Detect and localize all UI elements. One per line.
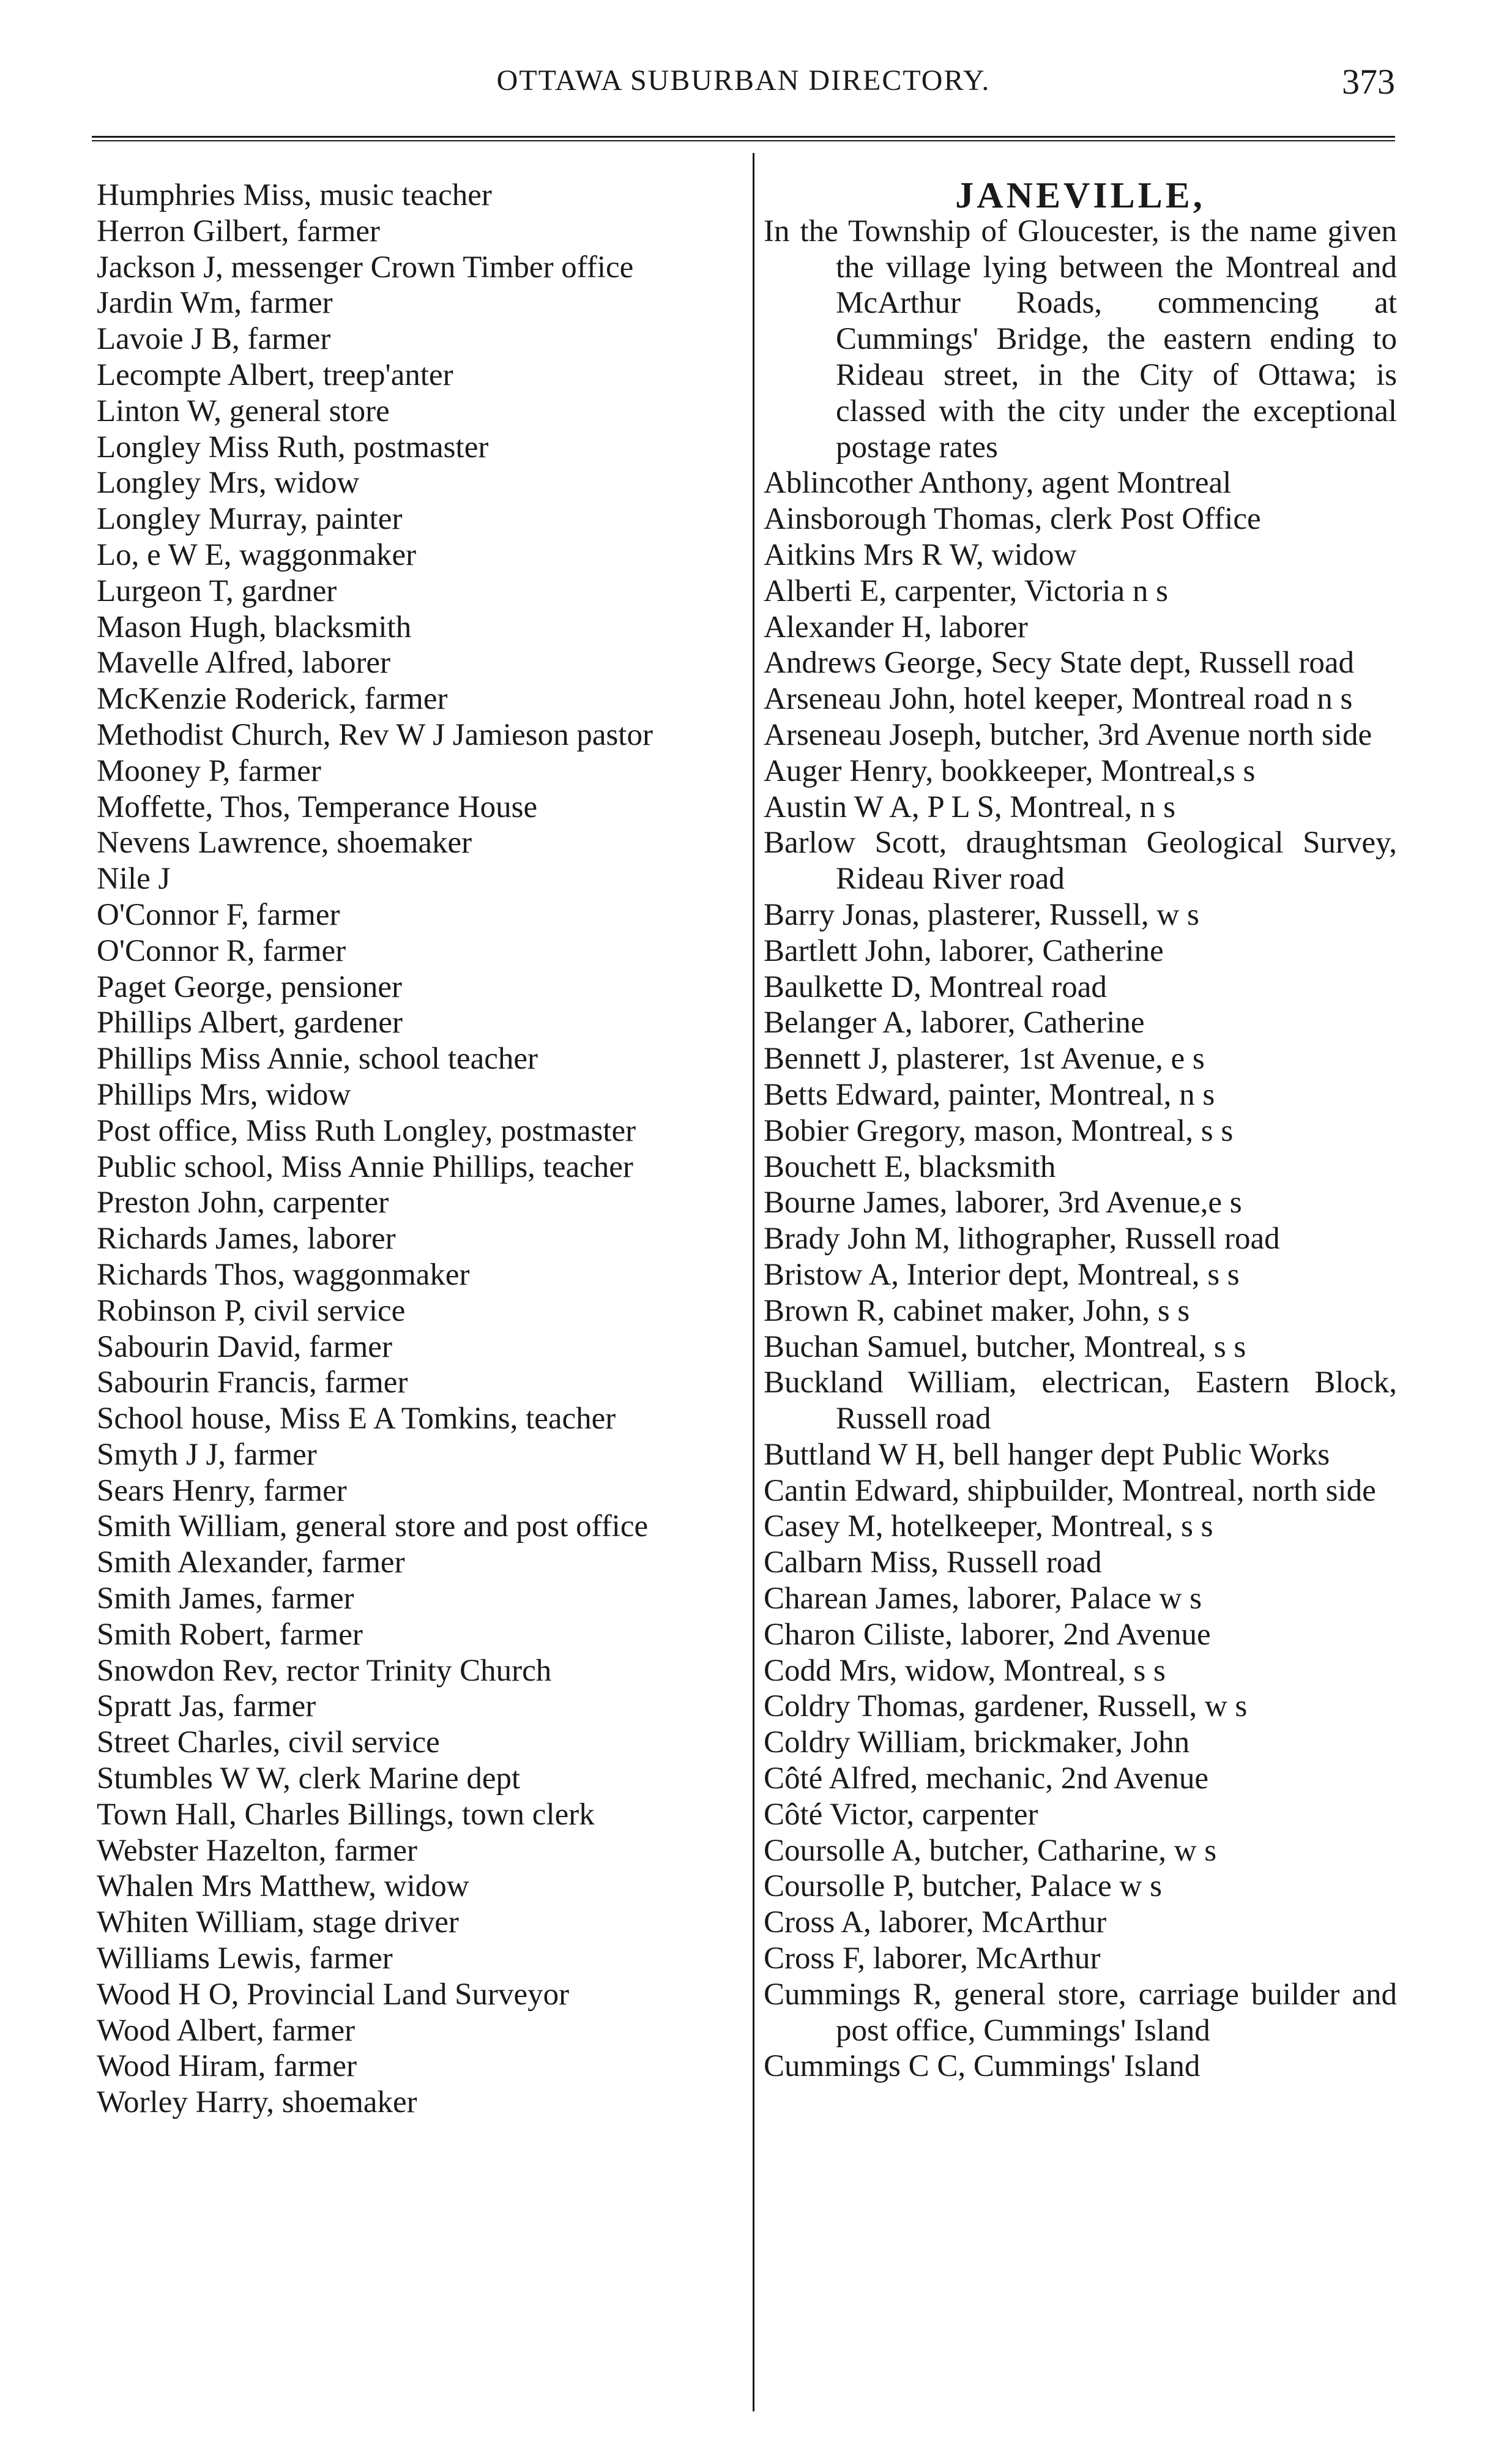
directory-entry: Mason Hugh, blacksmith — [97, 610, 412, 644]
section-title: JANEVILLE, — [955, 175, 1205, 215]
directory-entry: Aitkins Mrs R W, widow — [764, 537, 1077, 572]
header-rule — [92, 136, 1395, 141]
directory-entry: Spratt Jas, farmer — [97, 1689, 316, 1724]
directory-entry: Arseneau John, hotel keeper, Montreal road n s — [764, 682, 1353, 717]
directory-entry: Coldry Thomas, gardener, Russell, w s — [764, 1689, 1248, 1724]
directory-entry: Humphries Miss, music teacher — [97, 178, 492, 212]
directory-entry: Richards James, laborer — [97, 1222, 396, 1256]
directory-entry: Brown R, cabinet maker, John, s s — [764, 1293, 1190, 1328]
directory-entry: Côté Victor, carpenter — [764, 1797, 1038, 1832]
directory-entry: Ablincother Anthony, agent Montreal — [764, 466, 1232, 501]
directory-entry: Auger Henry, bookkeeper, Montreal,s s — [764, 753, 1256, 788]
directory-entry: Buchan Samuel, butcher, Montreal, s s — [764, 1329, 1246, 1364]
directory-entry: Stumbles W W, clerk Marine dept — [97, 1761, 521, 1796]
directory-entry: O'Connor F, farmer — [97, 897, 340, 932]
directory-entry: Brady John M, lithographer, Russell road — [764, 1222, 1280, 1256]
directory-entry: Herron Gilbert, farmer — [97, 214, 381, 248]
right-column — [764, 177, 1397, 2085]
directory-entry: Post office, Miss Ruth Longley, postmaster — [97, 1113, 636, 1148]
directory-entry: Jackson J, messenger Crown Timber office — [97, 250, 634, 285]
directory-entry: Town Hall, Charles Billings, town clerk — [97, 1797, 595, 1832]
directory-entry: Casey M, hotelkeeper, Montreal, s s — [764, 1509, 1213, 1544]
directory-entry: Cross A, laborer, McArthur — [764, 1905, 1107, 1940]
directory-entry: Bartlett John, laborer, Catherine — [764, 933, 1164, 968]
directory-entry: Sabourin Francis, farmer — [97, 1365, 408, 1400]
directory-entry: Bouchett E, blacksmith — [764, 1149, 1056, 1184]
column-divider — [753, 153, 754, 2411]
directory-entry: Phillips Albert, gardener — [97, 1006, 403, 1040]
directory-entry: Sabourin David, farmer — [97, 1329, 392, 1364]
directory-entry: Robinson P, civil service — [97, 1293, 406, 1328]
directory-entry: Lecompte Albert, treep'anter — [97, 357, 453, 392]
directory-entry: Lurgeon T, gardner — [97, 573, 337, 608]
directory-entry: O'Connor R, farmer — [97, 933, 346, 968]
directory-entry: Wood H O, Provincial Land Surveyor — [97, 1977, 570, 2012]
directory-entry: Belanger A, laborer, Catherine — [764, 1006, 1145, 1040]
directory-entry: Bourne James, laborer, 3rd Avenue,e s — [764, 1185, 1242, 1220]
directory-entry: Wood Albert, farmer — [97, 2013, 356, 2048]
directory-entry: Worley Harry, shoemaker — [97, 2085, 417, 2120]
directory-entry: Snowdon Rev, rector Trinity Church — [97, 1653, 552, 1688]
left-column — [97, 177, 739, 2121]
directory-entry: Lo, e W E, waggonmaker — [97, 537, 417, 572]
directory-entry: Bennett J, plasterer, 1st Avenue, e s — [764, 1042, 1205, 1077]
directory-entry: Smith William, general store and post office — [97, 1509, 649, 1544]
directory-entry: Baulkette D, Montreal road — [764, 969, 1107, 1004]
directory-entry: Charean James, laborer, Palace w s — [764, 1581, 1202, 1616]
page-number: 373 — [1342, 62, 1395, 102]
directory-entry: Methodist Church, Rev W J Jamieson pastor — [97, 717, 653, 752]
directory-entry: Coursolle P, butcher, Palace w s — [764, 1869, 1162, 1904]
directory-entry: Phillips Miss Annie, school teacher — [97, 1042, 538, 1077]
directory-entry: Alberti E, carpenter, Victoria n s — [764, 573, 1168, 608]
directory-entry: Mooney P, farmer — [97, 753, 321, 788]
directory-entry: Buckland William, electrican, Eastern Block, Russell road — [764, 1365, 1397, 1436]
directory-entry: Cantin Edward, shipbuilder, Montreal, north side — [764, 1473, 1376, 1508]
directory-entry: Lavoie J B, farmer — [97, 322, 331, 357]
directory-entry: School house, Miss E A Tomkins, teacher — [97, 1402, 616, 1436]
directory-entry: Barry Jonas, plasterer, Russell, w s — [764, 897, 1199, 932]
directory-entry: Jardin Wm, farmer — [97, 286, 333, 321]
directory-entry: Richards Thos, waggonmaker — [97, 1257, 470, 1292]
directory-entry: Smyth J J, farmer — [97, 1437, 317, 1472]
directory-entry: Linton W, general store — [97, 394, 390, 428]
running-head — [92, 61, 1395, 110]
directory-entry: Wood Hiram, farmer — [97, 2049, 357, 2084]
directory-entry: Smith James, farmer — [97, 1581, 354, 1616]
directory-entry: Mavelle Alfred, laborer — [97, 646, 391, 681]
directory-entry: Nevens Lawrence, shoemaker — [97, 826, 472, 861]
directory-entry: Nile J — [97, 862, 171, 897]
directory-entry: Whalen Mrs Matthew, widow — [97, 1869, 469, 1904]
directory-entry: Moffette, Thos, Temperance House — [97, 790, 538, 824]
directory-entry: Williams Lewis, farmer — [97, 1941, 393, 1976]
directory-entry: Longley Murray, painter — [97, 502, 403, 537]
directory-entry: McKenzie Roderick, farmer — [97, 682, 448, 717]
directory-entry: Bristow A, Interior dept, Montreal, s s — [764, 1257, 1240, 1292]
directory-entry: Sears Henry, farmer — [97, 1473, 347, 1508]
directory-entry: Coursolle A, butcher, Catharine, w s — [764, 1833, 1217, 1868]
running-title: OTTAWA SUBURBAN DIRECTORY. — [496, 64, 991, 97]
directory-entry: Andrews George, Secy State dept, Russell road — [764, 646, 1355, 681]
directory-entry: Preston John, carpenter — [97, 1185, 389, 1220]
directory-entry: Codd Mrs, widow, Montreal, s s — [764, 1653, 1166, 1688]
directory-entry: Arseneau Joseph, butcher, 3rd Avenue north side — [764, 717, 1372, 752]
directory-entry: Webster Hazelton, farmer — [97, 1833, 418, 1868]
directory-entry: Phillips Mrs, widow — [97, 1077, 351, 1112]
directory-entry: Cummings R, general store, carriage builder and post office, Cummings' Island — [764, 1977, 1397, 2048]
directory-entry: Smith Alexander, farmer — [97, 1545, 405, 1580]
directory-entry: Longley Mrs, widow — [97, 466, 360, 501]
section-intro: In the Township of Gloucester, is the name given the village lying between the Montreal and McArthur Roads, commencing at Cummings' Bridge, the eastern ending to Rideau street, in the City of Ottawa; is classed with the city under the exceptional postage rates — [764, 214, 1397, 465]
directory-entry: Buttland W H, bell hanger dept Public Works — [764, 1437, 1330, 1472]
directory-entry: Cummings C C, Cummings' Island — [764, 2049, 1201, 2084]
right-entries — [764, 465, 1397, 2085]
directory-entry: Charon Ciliste, laborer, 2nd Avenue — [764, 1617, 1211, 1652]
directory-entry: Calbarn Miss, Russell road — [764, 1545, 1102, 1580]
directory-entry: Barlow Scott, draughtsman Geological Survey, Rideau River road — [764, 826, 1397, 897]
directory-entry: Smith Robert, farmer — [97, 1617, 363, 1652]
directory-entry: Coldry William, brickmaker, John — [764, 1725, 1190, 1760]
directory-entry: Austin W A, P L S, Montreal, n s — [764, 790, 1175, 824]
directory-entry: Betts Edward, painter, Montreal, n s — [764, 1077, 1215, 1112]
directory-entry: Cross F, laborer, McArthur — [764, 1941, 1101, 1976]
directory-entry: Alexander H, laborer — [764, 610, 1028, 644]
directory-entry: Whiten William, stage driver — [97, 1905, 459, 1940]
directory-entry: Ainsborough Thomas, clerk Post Office — [764, 502, 1261, 537]
directory-entry: Paget George, pensioner — [97, 969, 402, 1004]
directory-entry: Longley Miss Ruth, postmaster — [97, 430, 489, 465]
directory-entry: Street Charles, civil service — [97, 1725, 440, 1760]
directory-entry: Bobier Gregory, mason, Montreal, s s — [764, 1113, 1234, 1148]
directory-entry: Côté Alfred, mechanic, 2nd Avenue — [764, 1761, 1208, 1796]
directory-entry: Public school, Miss Annie Phillips, teacher — [97, 1149, 633, 1184]
